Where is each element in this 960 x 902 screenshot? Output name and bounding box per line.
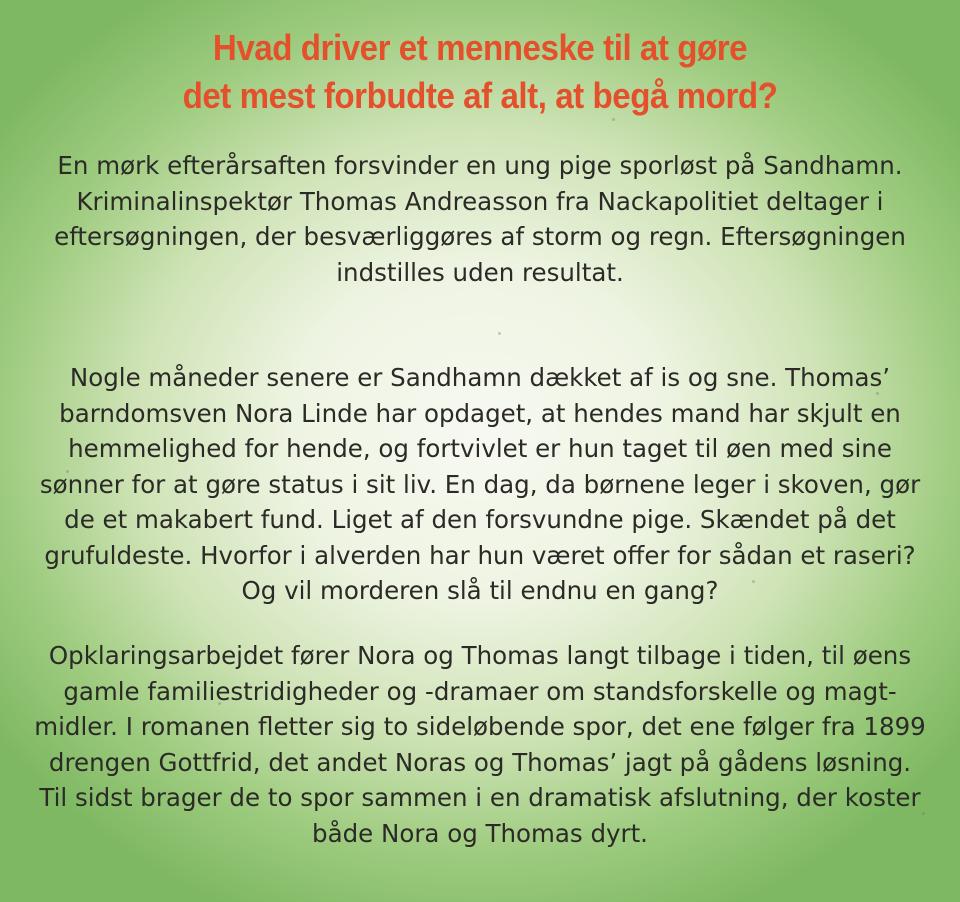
paragraph-line: indstilles uden resultat. (336, 257, 624, 287)
paragraph-line: grufuldeste. Hvorfor i alverden har hun været offer for sådan et raseri? (44, 540, 916, 570)
headline (38, 24, 921, 120)
paragraph-line: Opklaringsarbejdet fører Nora og Thomas langt tilbage i tiden, til øens (48, 641, 912, 670)
paragraph-line: gamle familiestridigheder og -dramaer om standsforskelle og magt- (63, 676, 897, 706)
print-speck (218, 702, 221, 705)
paragraph-line: En mørk efterårsaften forsvinder en ung pige sporløst på Sandhamn. (57, 151, 903, 180)
headline-line: Hvad driver et menneske til at gøre (212, 27, 748, 68)
paragraph-line: Kriminalinspektør Thomas Andreasson fra Nackapolitiet deltager i (76, 186, 884, 216)
paragraph-line: hemmelighed for hende, og fortvivlet er hun taget til øen med sine (68, 434, 892, 463)
paragraph-2 (30, 360, 930, 609)
paragraph-line: eftersøgningen, der besværliggøres af storm og regn. Eftersøgningen (54, 222, 906, 251)
paragraph-line: både Nora og Thomas dyrt. (312, 818, 648, 848)
print-speck (612, 118, 615, 121)
print-speck (498, 332, 501, 335)
print-speck (66, 470, 69, 473)
print-speck (922, 812, 925, 815)
headline-line: det mest forbudte af alt, at begå mord? (182, 75, 778, 116)
paragraph-line: sønner for at gøre status i sit liv. En dag, da børnene leger i skoven, gør (39, 469, 921, 499)
paragraph-1 (30, 148, 930, 290)
print-speck (752, 580, 755, 583)
paragraph-line: drengen Gottfrid, det andet Noras og Thomas’ jagt på gådens løsning. (48, 747, 912, 777)
paragraph-line: barndomsven Nora Linde har opdaget, at hendes mand har skjult en (59, 398, 901, 428)
paragraph-line: Og vil morderen slå til endnu en gang? (241, 576, 719, 605)
paragraph-3 (30, 638, 930, 851)
paragraph-line: Nogle måneder senere er Sandhamn dækket af is og sne. Thomas’ (69, 363, 891, 392)
paragraph-line: de et makabert fund. Liget af den forsvundne pige. Skændet på det (64, 505, 896, 534)
print-speck (876, 392, 879, 395)
paragraph-line: Til sidst brager de to spor sammen i en dramatisk afslutning, der koster (39, 783, 921, 812)
paragraph-line: midler. I romanen fletter sig to sideløbende spor, det ene følger fra 1899 (34, 712, 926, 741)
